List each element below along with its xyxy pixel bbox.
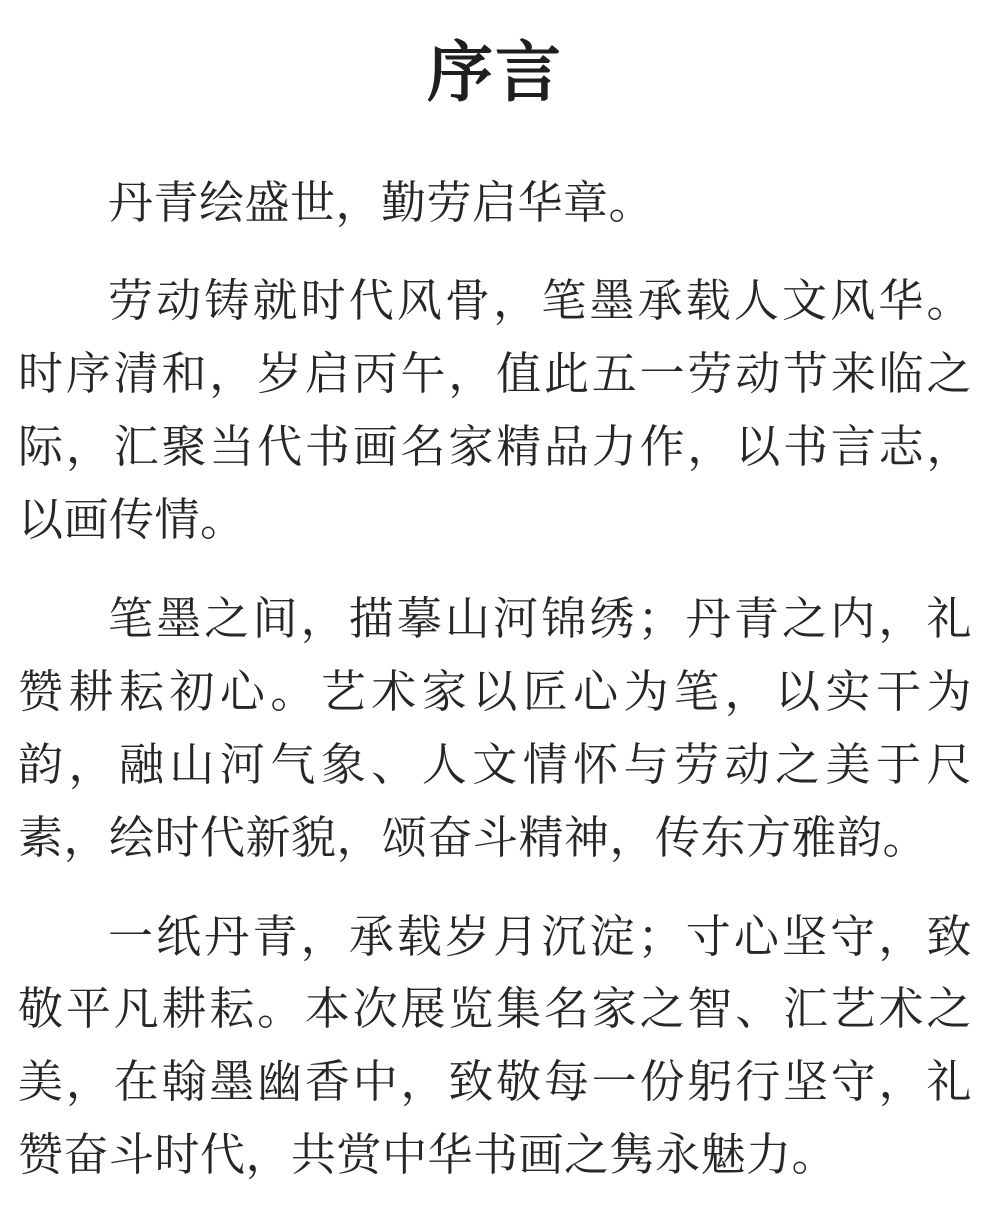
paragraph: 一纸丹青，承载岁月沉淀；寸心坚守，致敬平凡耕耘。本次展览集名家之智、汇艺术之美，在翰墨幽香中，致敬每一份躬行坚守，礼赞奋斗时代，共赏中华书画之隽永魅力。 <box>18 909 972 1182</box>
page-title: 序言 <box>427 34 563 111</box>
paragraph: 笔墨之间，描摹山河锦绣；丹青之内，礼赞耕耘初心。艺术家以匠心为笔，以实干为韵，融山河气象、人文情怀与劳动之美于尺素，绘时代新貌，颂奋斗精神，传东方雅韵。 <box>18 591 972 864</box>
paragraph: 劳动铸就时代风骨，笔墨承载人文风华。时序清和，岁启丙午，值此五一劳动节来临之际，汇聚当代书画名家精品力作，以书言志，以画传情。 <box>18 274 972 547</box>
paragraph: 丹青绘盛世，勤劳启华章。 <box>108 175 655 229</box>
document-body <box>14 167 976 1193</box>
